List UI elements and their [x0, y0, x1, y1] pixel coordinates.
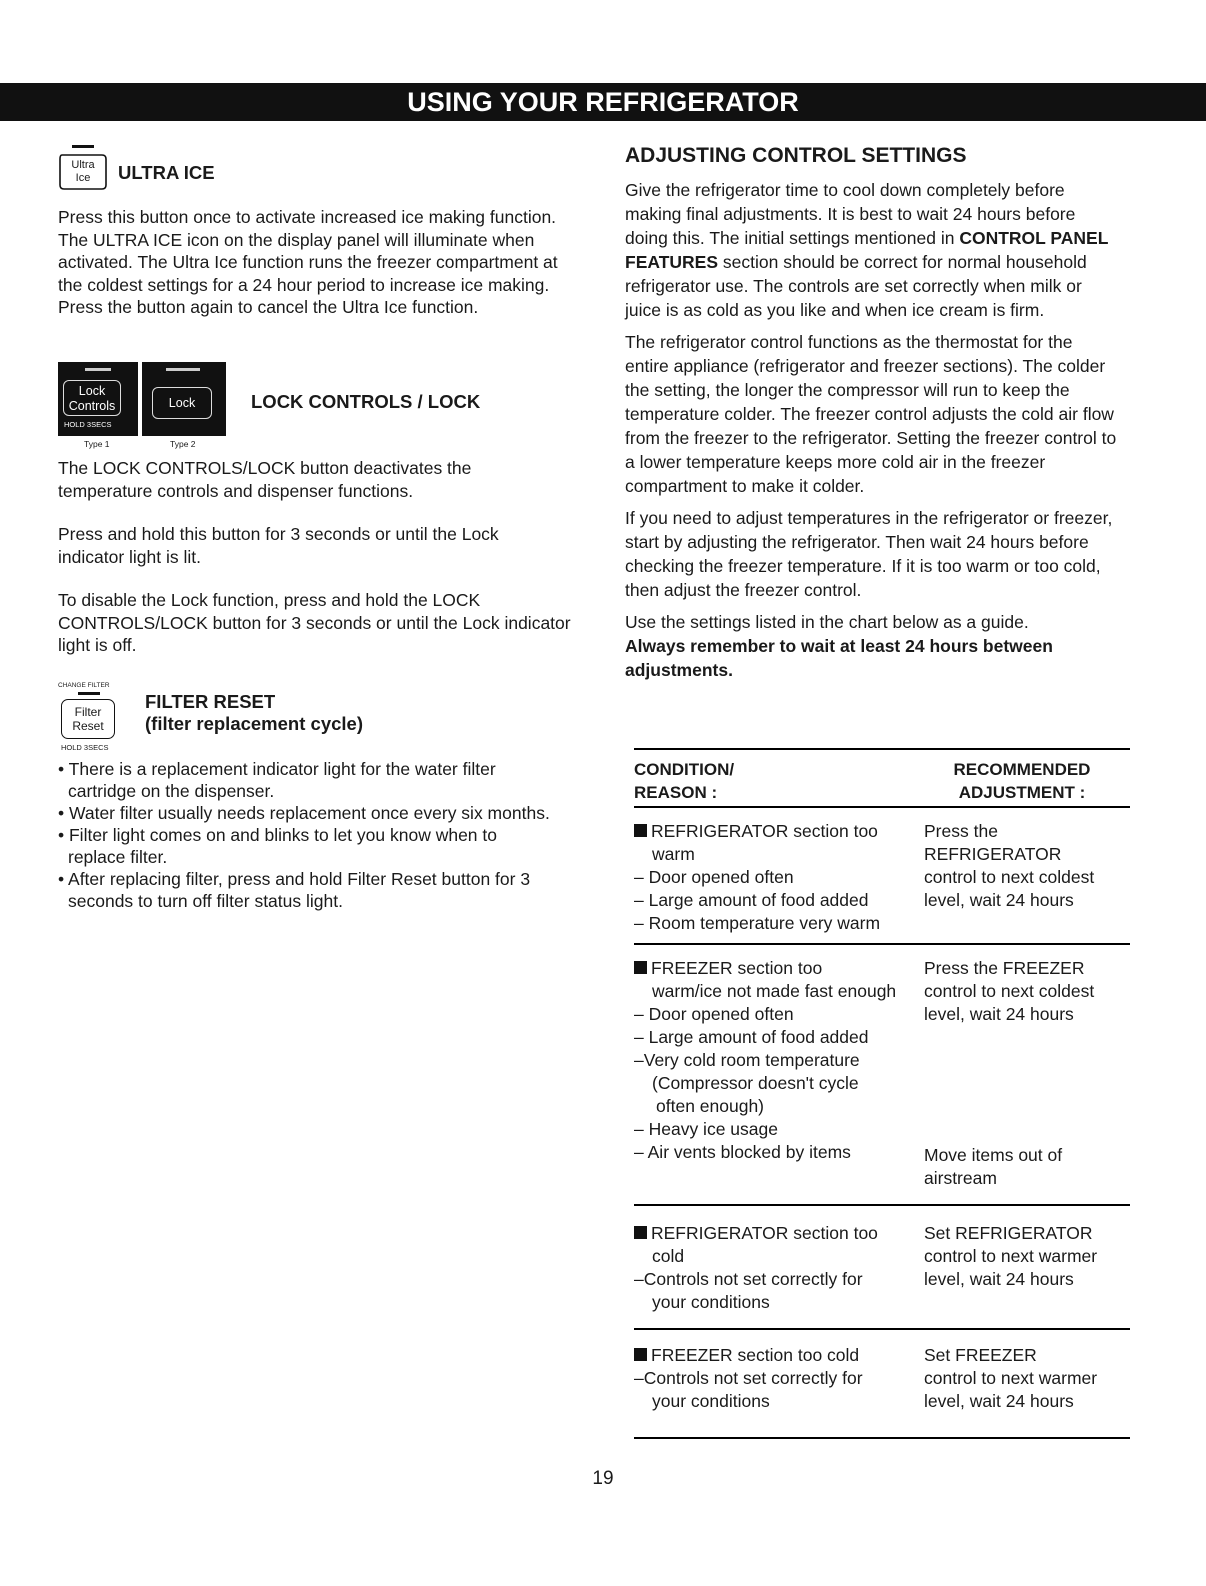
adjustment-line: control to next coldest [924, 867, 1095, 887]
lock-type1-hold: HOLD 3SECS [64, 420, 112, 429]
bullet-square-icon [634, 1226, 647, 1239]
condition-title-cont: warm/ice not made fast enough [652, 981, 897, 1001]
adjustment-line: Move items out of [924, 1145, 1063, 1165]
condition-title: FREEZER section too [651, 958, 823, 978]
table-header-row [634, 749, 1130, 807]
adjusting-p4-bold: Always remember to wait at least 24 hours between adjustments. [625, 636, 1053, 680]
table-row [634, 944, 1130, 1205]
bullet-square-icon [634, 1348, 647, 1361]
adjusting-heading: ADJUSTING CONTROL SETTINGS [625, 144, 967, 167]
condition-item: – Heavy ice usage [634, 1119, 778, 1139]
lock-icon-type2 [142, 362, 226, 436]
condition-item: – Large amount of food added [634, 890, 869, 910]
lock-paragraph-2: Press and hold this button for 3 seconds or until the Lock indicator light is lit. [58, 524, 499, 567]
condition-item: – Door opened often [634, 1004, 794, 1024]
condition-title: REFRIGERATOR section too [651, 1223, 878, 1243]
adjustment-line: Set FREEZER [924, 1345, 1037, 1365]
condition-item: – Door opened often [634, 867, 794, 887]
adjustment-cell [924, 1205, 1130, 1329]
lock-controls-icon-type1 [58, 362, 138, 436]
filter-bullet: • After replacing filter, press and hold Filter Reset button for 3 seconds to turn off filter status light. [58, 869, 531, 911]
bullet-square-icon [634, 961, 647, 974]
condition-title: FREEZER section too cold [651, 1345, 860, 1365]
adjustment-line: level, wait 24 hours [924, 1004, 1074, 1024]
lock-type1-label-2: Controls [68, 399, 116, 413]
adjusting-p4: Use the settings listed in the chart below as a guide. [625, 612, 1029, 632]
header-condition-1: CONDITION/ [634, 760, 735, 779]
lock-type2-label: Lock [152, 387, 212, 419]
table-row [634, 1205, 1130, 1329]
filter-bullet: • There is a replacement indicator light for the water filter cartridge on the dispenser. [58, 759, 496, 801]
adjusting-paragraph-2: The refrigerator control functions as the thermostat for the entire appliance (refrigerator and freezer sections). The colder the setting, the longer the compressor will run to keep the temperature colder. The freezer control adjusts the cold air flow from the freezer to the refrigerator. Setting the freezer control to a lower temperature keeps more cold air in the freezer compartment to make it colder. [625, 332, 1117, 496]
header-adjustment [924, 749, 1130, 807]
adjustment-line: level, wait 24 hours [924, 890, 1074, 910]
filter-heading-1: FILTER RESET [145, 691, 276, 712]
filter-bullet: • Filter light comes on and blinks to let you know when to replace filter. [58, 825, 497, 867]
filter-bullet: • Water filter usually needs replacement once every six months. [58, 803, 550, 823]
condition-cell [634, 1205, 924, 1329]
adjusting-paragraph-1 [625, 178, 1120, 322]
condition-item: –Controls not set correctly for [634, 1368, 863, 1388]
filter-icon-bottom-label: HOLD 3SECS [61, 743, 109, 752]
filter-heading-2: (filter replacement cycle) [145, 713, 363, 734]
bullet-square-icon [634, 824, 647, 837]
adjusting-paragraph-3: If you need to adjust temperatures in the refrigerator or freezer, start by adjusting the refrigerator. Then wait 24 hours before checking the freezer temperature. If it is too warm or too cold, then adjust the freezer control. [625, 508, 1113, 600]
adjusting-paragraph-4 [625, 610, 1120, 682]
lock-type1-label-1: Lock [78, 384, 106, 398]
adjustment-line: airstream [924, 1168, 997, 1188]
condition-title-cont: cold [652, 1246, 685, 1266]
adjustment-line: control to next warmer [924, 1368, 1098, 1388]
header-condition [634, 749, 924, 807]
condition-item: (Compressor doesn't cycle [652, 1073, 859, 1093]
condition-cell [634, 944, 924, 1205]
lock-heading: LOCK CONTROLS / LOCK [251, 391, 481, 412]
adjustment-line: level, wait 24 hours [924, 1391, 1074, 1411]
adjustment-line: REFRIGERATOR [924, 844, 1062, 864]
adjustment-line: level, wait 24 hours [924, 1269, 1074, 1289]
filter-bullets [58, 758, 558, 912]
lock-type2-caption: Type 2 [170, 439, 196, 449]
filter-icon-label-2: Reset [72, 719, 104, 733]
adjusting-p1-a: Give the refrigerator time to cool down completely before making final adjustments. It is best to wait 24 hours before doing this. The initial settings mentioned in [625, 180, 1076, 248]
adjusting-p1-bold: CONTROL PANEL FEATURES [625, 228, 1109, 272]
adjusting-p1-b: section should be correct for normal household refrigerator use. The controls are set correctly when milk or juice is as cold as you like and when ice cream is firm. [625, 252, 1087, 320]
condition-item: – Air vents blocked by items [634, 1142, 851, 1162]
condition-item: your conditions [652, 1292, 770, 1312]
adjustment-cell [924, 1329, 1130, 1438]
adjustment-cell [924, 807, 1130, 944]
table-row [634, 1329, 1130, 1438]
page-number: 19 [592, 1468, 614, 1489]
condition-cell [634, 1329, 924, 1438]
adjustment-line: Press the FREEZER [924, 958, 1085, 978]
table-row [634, 807, 1130, 944]
condition-title: REFRIGERATOR section too [651, 821, 878, 841]
adjusting-section [625, 140, 1120, 682]
condition-item: – Room temperature very warm [634, 913, 881, 933]
adjustment-cell [924, 944, 1130, 1205]
condition-title-cont: warm [652, 844, 695, 864]
ultra-ice-icon-label-2: Ice [75, 172, 91, 184]
filter-icon-label-1: Filter [74, 705, 102, 719]
adjustment-line: Set REFRIGERATOR [924, 1223, 1093, 1243]
condition-item: –Controls not set correctly for [634, 1269, 863, 1289]
header-adjustment-1: RECOMMENDED [953, 760, 1091, 779]
lock-paragraph-1: The LOCK CONTROLS/LOCK button deactivates the temperature controls and dispenser functions. [58, 458, 472, 501]
ultra-ice-heading: ULTRA ICE [118, 162, 215, 183]
condition-item: often enough) [656, 1096, 765, 1116]
header-adjustment-2: ADJUSTMENT : [958, 783, 1086, 802]
adjustment-table [634, 748, 1130, 1439]
header-condition-2: REASON : [634, 783, 718, 802]
condition-item: – Large amount of food added [634, 1027, 869, 1047]
filter-icon-top-label: CHANGE FILTER [58, 682, 110, 689]
adjustment-line: control to next warmer [924, 1246, 1098, 1266]
ultra-ice-body: Press this button once to activate increased ice making function. The ULTRA ICE icon on the display panel will illuminate when activated. The Ultra Ice function runs the freezer compartment at the coldest settings for a 24 hour period to increase ice making. Press the button again to cancel the Ultra Ice function. [58, 207, 558, 317]
lock-paragraph-3: To disable the Lock function, press and hold the LOCK CONTROLS/LOCK button for 3 seconds or until the Lock indicator light is off. [58, 590, 571, 655]
condition-item: –Very cold room temperature [634, 1050, 860, 1070]
adjustment-line: control to next coldest [924, 981, 1095, 1001]
lock-type1-caption: Type 1 [84, 439, 110, 449]
adjustment-line: Press the [924, 821, 998, 841]
condition-cell [634, 807, 924, 944]
ultra-ice-icon-label-1: Ultra [71, 159, 95, 171]
condition-item: your conditions [652, 1391, 770, 1411]
page-banner: USING YOUR REFRIGERATOR [0, 83, 1206, 121]
ultra-ice-icon [58, 143, 108, 193]
filter-reset-icon [58, 682, 122, 754]
